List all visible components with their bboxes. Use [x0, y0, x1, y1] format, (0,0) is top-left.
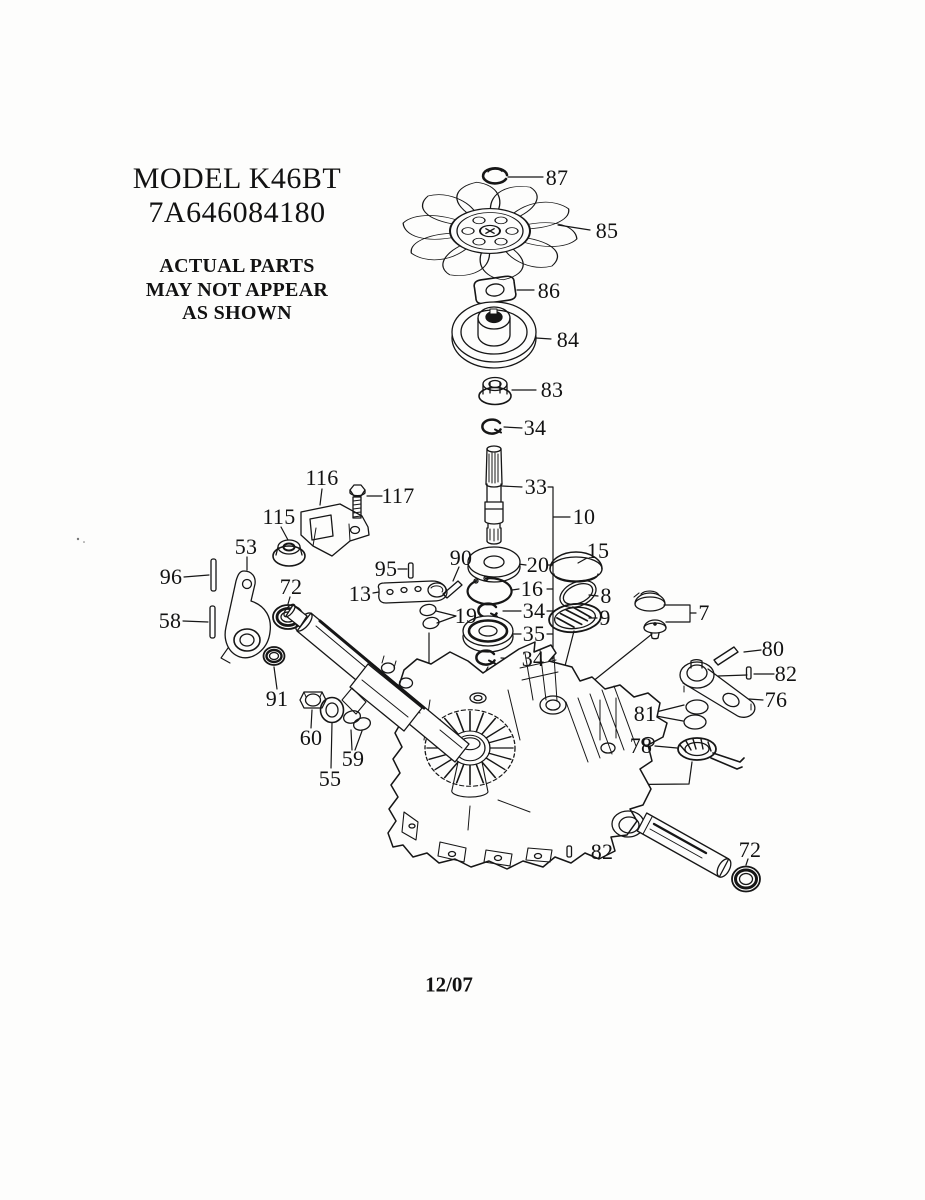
part-callout-90: 90	[449, 545, 473, 570]
part-callout-20: 20	[526, 552, 550, 577]
scan-speck	[77, 538, 85, 543]
part-callout-76: 76	[764, 687, 788, 712]
part-callout-84: 84	[556, 327, 580, 352]
part-callout-95: 95	[374, 556, 398, 581]
part-callout-10: 10	[572, 504, 596, 529]
input-shaft-33	[485, 446, 503, 544]
pin-96	[211, 559, 216, 591]
part-callout-7: 7	[698, 600, 710, 625]
pulley-84	[452, 302, 536, 368]
pin-58	[210, 606, 215, 638]
model-name: MODEL K46BT	[132, 162, 342, 195]
pin-80	[714, 647, 738, 665]
part-callout-9: 9	[599, 605, 611, 630]
retaining-ring-87	[483, 168, 507, 183]
revision-date: 12/07	[425, 972, 473, 997]
flange-nut-83	[479, 378, 511, 405]
seal-91	[264, 647, 285, 665]
seal-55	[321, 698, 344, 723]
part-callout-33: 33	[524, 474, 548, 499]
bearing-20	[468, 547, 520, 582]
part-callout-82b: 82	[590, 839, 614, 864]
part-callout-34b: 34	[522, 598, 546, 623]
disclaimer-line-1: ACTUAL PARTS	[159, 255, 315, 278]
shift-plate-13	[378, 581, 447, 603]
spacer-86	[473, 275, 516, 304]
part-callout-55: 55	[318, 766, 342, 791]
part-callout-58: 58	[158, 608, 182, 633]
part-callout-115: 115	[262, 504, 296, 529]
part-callout-72b: 72	[738, 837, 762, 862]
vent-cap-7	[634, 591, 665, 611]
part-callout-117: 117	[381, 483, 415, 508]
part-callout-80: 80	[761, 636, 785, 661]
fan-85	[400, 181, 581, 282]
part-callout-82a: 82	[774, 661, 798, 686]
part-callout-13: 13	[348, 581, 372, 606]
part-callout-78: 78	[629, 733, 653, 758]
part-callout-81: 81	[633, 701, 657, 726]
brake-spring-78	[678, 738, 744, 769]
disclaimer-line-3: AS SHOWN	[182, 302, 292, 325]
transaxle-housing	[388, 642, 667, 869]
part-callout-15: 15	[586, 538, 610, 563]
vent-plug-7	[644, 620, 666, 639]
control-arm-53	[221, 571, 270, 663]
bushing-115	[273, 540, 305, 566]
pin-82-right	[747, 667, 752, 679]
part-callout-96: 96	[159, 564, 183, 589]
part-callout-83: 83	[540, 377, 564, 402]
disclaimer-line-2: MAY NOT APPEAR	[145, 278, 329, 301]
part-callout-8: 8	[600, 583, 612, 608]
part-callout-72a: 72	[279, 574, 303, 599]
part-callout-59: 59	[341, 746, 365, 771]
clip-34a	[482, 420, 501, 434]
title-block	[112, 162, 362, 326]
part-callout-86: 86	[537, 278, 561, 303]
orings-81	[684, 700, 708, 729]
part-callout-35: 35	[522, 621, 546, 646]
orings-19	[419, 603, 440, 630]
brake-arm-76	[680, 660, 755, 718]
disclaimer	[112, 255, 362, 326]
model-number: 7A646084180	[148, 195, 326, 229]
part-callout-16: 16	[520, 576, 544, 601]
seal-72-bottom	[732, 867, 760, 892]
part-callout-85: 85	[595, 218, 619, 243]
part-callout-87: 87	[545, 165, 569, 190]
part-callout-60: 60	[299, 725, 323, 750]
nut-60	[300, 692, 326, 708]
pin-95	[409, 563, 414, 578]
part-callout-34c: 34	[521, 646, 545, 671]
clip-34c	[476, 651, 495, 665]
part-callout-91: 91	[265, 686, 289, 711]
right-axle-shaft	[637, 813, 733, 879]
part-callout-34a: 34	[523, 415, 547, 440]
part-callout-53: 53	[234, 534, 258, 559]
part-callout-19: 19	[454, 603, 478, 628]
part-callout-116: 116	[305, 465, 339, 490]
